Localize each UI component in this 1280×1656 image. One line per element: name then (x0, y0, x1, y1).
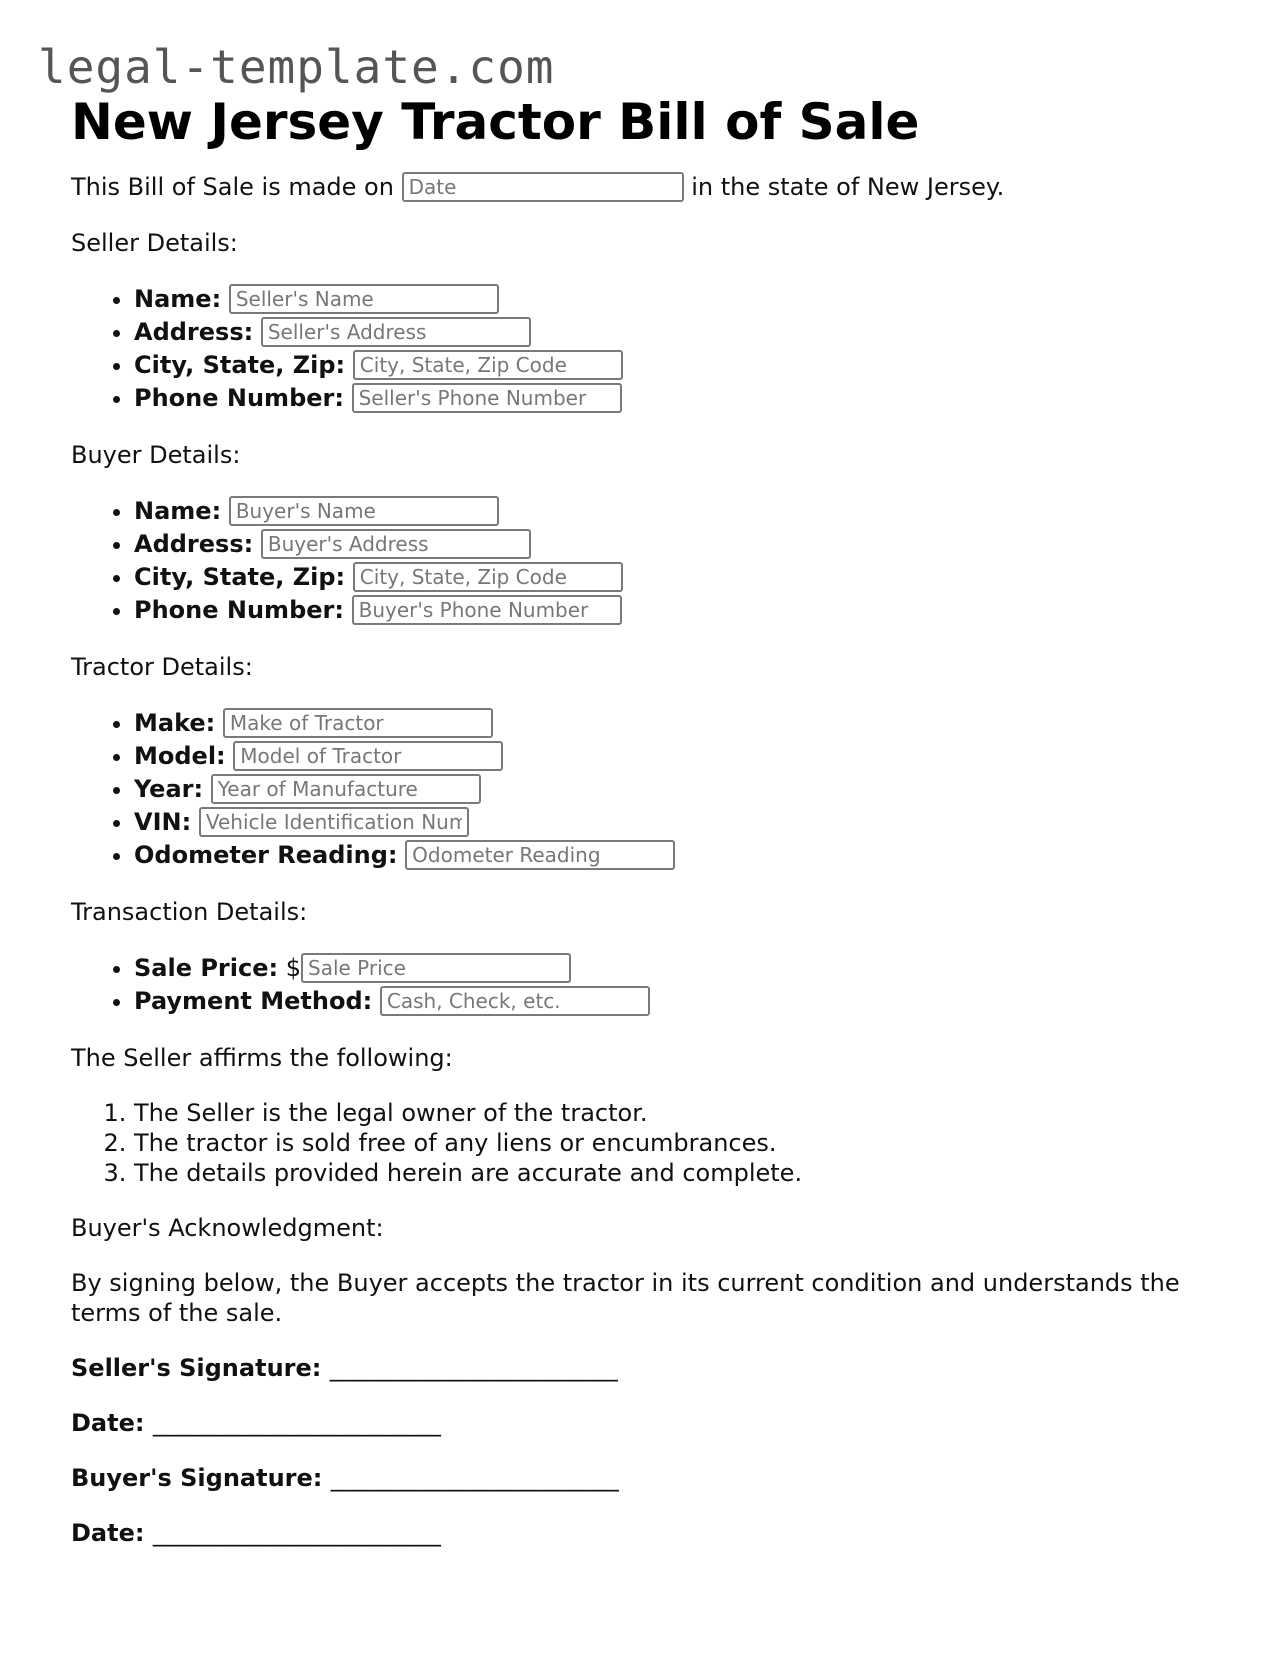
seller-city-input[interactable] (353, 350, 623, 380)
list-item: 2. The tractor is sold free of any liens or encumbrances. (134, 1128, 1231, 1158)
tractor-make-input[interactable] (223, 708, 493, 738)
acknowledgment-text: By signing below, the Buyer accepts the tractor in its current condition and understands the terms of the sale. (71, 1269, 1180, 1327)
list-item (134, 707, 1231, 740)
page-title: New Jersey Tractor Bill of Sale (71, 93, 920, 151)
document (71, 90, 1231, 1573)
buyer-date-line: ________________________ (152, 1519, 441, 1547)
buyer-phone-input[interactable] (352, 595, 622, 625)
list-item (134, 740, 1231, 773)
list-item (134, 528, 1231, 561)
buyer-city-input[interactable] (353, 562, 623, 592)
intro-text-before: This Bill of Sale is made on (71, 173, 402, 201)
seller-details-heading: Seller Details: (71, 229, 238, 257)
payment-method-label: Payment Method: (134, 987, 373, 1015)
list-item (134, 985, 1231, 1018)
tractor-vin-input[interactable] (199, 807, 469, 837)
tractor-odometer-input[interactable] (405, 840, 675, 870)
buyer-city-label: City, State, Zip: (134, 563, 346, 591)
seller-signature-line: ________________________ (329, 1354, 618, 1382)
seller-city-label: City, State, Zip: (134, 351, 346, 379)
seller-name-input[interactable] (229, 284, 499, 314)
buyer-date-label: Date: (71, 1519, 145, 1547)
buyer-signature-label: Buyer's Signature: (71, 1464, 323, 1492)
tractor-vin-label: VIN: (134, 808, 192, 836)
buyer-address-label: Address: (134, 530, 254, 558)
payment-method-input[interactable] (380, 986, 650, 1016)
tractor-odometer-label: Odometer Reading: (134, 841, 398, 869)
sale-date-input[interactable] (402, 172, 684, 202)
seller-date-line: ________________________ (152, 1409, 441, 1437)
seller-signature-label: Seller's Signature: (71, 1354, 322, 1382)
list-item (134, 839, 1231, 872)
list-item (134, 561, 1231, 594)
list-item (134, 594, 1231, 627)
list-item (134, 495, 1231, 528)
buyer-signature-row (71, 1463, 1231, 1493)
buyer-details-list (71, 495, 1231, 627)
seller-phone-label: Phone Number: (134, 384, 344, 412)
seller-name-label: Name: (134, 285, 222, 313)
list-item (134, 283, 1231, 316)
buyer-signature-line: ________________________ (330, 1464, 619, 1492)
acknowledgment-heading: Buyer's Acknowledgment: (71, 1214, 384, 1242)
buyer-address-input[interactable] (261, 529, 531, 559)
seller-phone-input[interactable] (352, 383, 622, 413)
buyer-name-input[interactable] (229, 496, 499, 526)
currency-symbol: $ (285, 954, 302, 982)
tractor-make-label: Make: (134, 709, 216, 737)
buyer-phone-label: Phone Number: (134, 596, 344, 624)
buyer-name-label: Name: (134, 497, 222, 525)
buyer-details-heading: Buyer Details: (71, 441, 241, 469)
buyer-date-row (71, 1518, 1231, 1548)
seller-details-list (71, 283, 1231, 415)
sale-price-label: Sale Price: (134, 954, 279, 982)
tractor-details-heading: Tractor Details: (71, 653, 253, 681)
list-item (134, 773, 1231, 806)
intro-paragraph (71, 172, 1231, 202)
seller-address-input[interactable] (261, 317, 531, 347)
seller-date-row (71, 1408, 1231, 1438)
seller-date-label: Date: (71, 1409, 145, 1437)
list-item: 1. The Seller is the legal owner of the tractor. (134, 1098, 1231, 1128)
tractor-model-label: Model: (134, 742, 226, 770)
transaction-details-list (71, 952, 1231, 1018)
seller-address-label: Address: (134, 318, 254, 346)
watermark-logo: legal-template.com (38, 40, 555, 94)
list-item (134, 806, 1231, 839)
list-item (134, 952, 1231, 985)
list-item (134, 316, 1231, 349)
tractor-year-label: Year: (134, 775, 204, 803)
transaction-details-heading: Transaction Details: (71, 898, 308, 926)
list-item: 3. The details provided herein are accurate and complete. (134, 1158, 1231, 1188)
list-item (134, 349, 1231, 382)
affirmations-list (71, 1098, 1231, 1188)
list-item (134, 382, 1231, 415)
tractor-model-input[interactable] (233, 741, 503, 771)
tractor-year-input[interactable] (211, 774, 481, 804)
tractor-details-list (71, 707, 1231, 872)
sale-price-input[interactable] (301, 953, 571, 983)
intro-text-after: in the state of New Jersey. (683, 173, 1005, 201)
seller-signature-row (71, 1353, 1231, 1383)
affirmations-heading: The Seller affirms the following: (71, 1044, 453, 1072)
